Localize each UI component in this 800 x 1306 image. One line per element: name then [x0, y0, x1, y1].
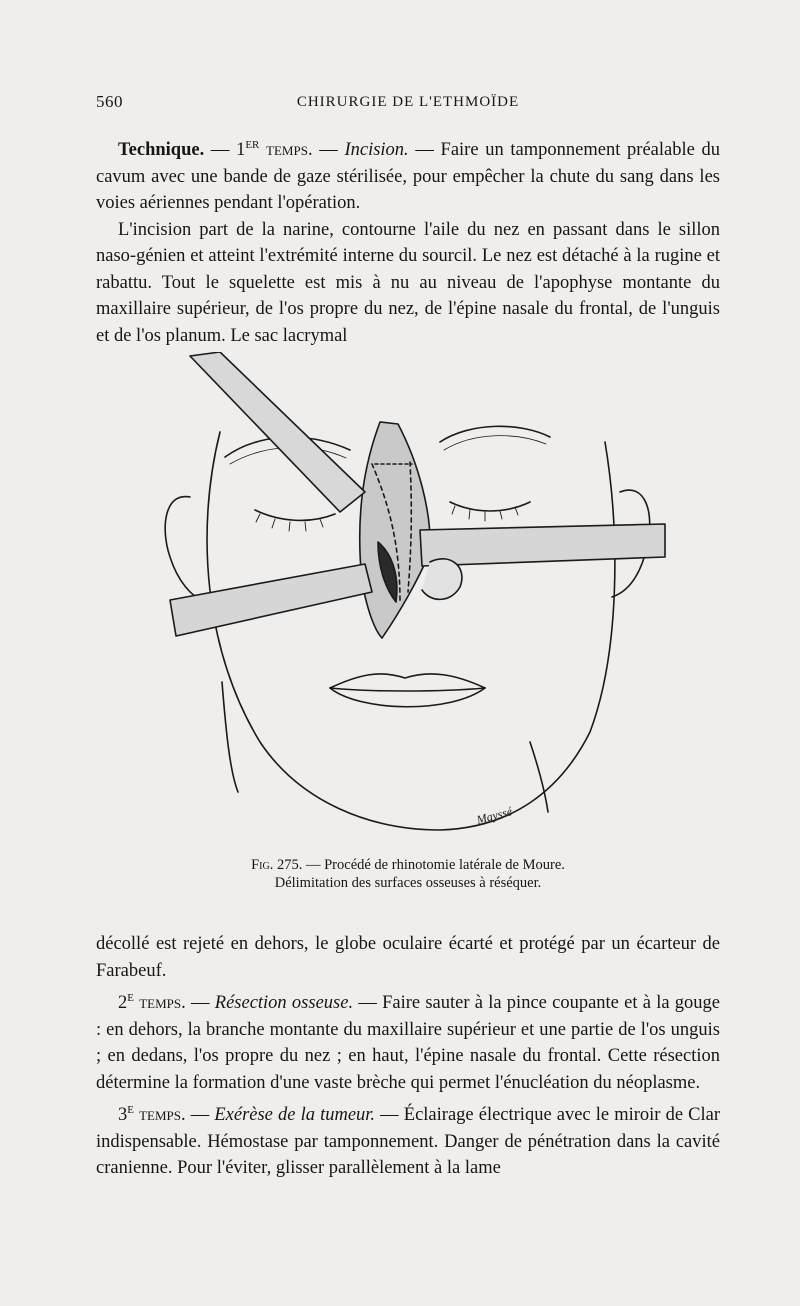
dash: — [204, 140, 237, 161]
step-text-resection: — Faire sauter à la pince coupante et à la gouge : en dehors, la branche montante du maxillaire supérieur et une partie de l'os unguis ; en dedans, l'os propre du nez ; en haut, l'épine nasale du frontal. Cette résection détermine la formation d'une vaste brèche qui permet l'énucléation du néoplasme. [96, 993, 721, 1093]
figure-caption [96, 856, 720, 892]
retractor-bottom-left [170, 564, 372, 636]
step-text-exerese: — Éclairage électrique avec le miroir de Clar indispensable. Hémostase par tamponnement. Danger de pénétration dans la cavité cranienne. Pour l'éviter, glisser parallèlement à la lame [96, 1105, 720, 1179]
temps-word: temps. [259, 140, 313, 161]
text-block-bottom [96, 931, 720, 1182]
neck-left [222, 682, 238, 792]
right-eye [450, 502, 530, 511]
paragraph-temps-2 [96, 984, 720, 1096]
upper-lip [330, 674, 485, 688]
temps-word: temps. [133, 1105, 186, 1126]
temps-2-label [118, 988, 186, 1014]
paragraph-continuation: décollé est rejeté en dehors, le globe oculaire écarté et protégé par un écarteur de Farabeuf. [96, 934, 720, 981]
page-header [96, 92, 720, 116]
technique-heading: Technique. [118, 140, 205, 161]
step-title-exerese: Exérèse de la tumeur. [214, 1105, 376, 1126]
artist-signature: Mayssé [475, 804, 514, 827]
temps-superscript: er [245, 135, 260, 152]
step-title-resection: Résection osseuse. [214, 993, 354, 1014]
dash: — [185, 1105, 215, 1126]
paragraph-incision: L'incision part de la narine, contourne l'aile du nez en passant dans le sillon naso-génien et atteint l'extrémité interne du sourcil. Le nez est détaché à la rugine et rabattu. Tout le squelette est mis à nu au niveau de l'apophyse montante du maxillaire supérieur, de l'os propre du nez, de l'épine nasale du frontal, de l'unguis et de l'os planum. Le sac lacrymal [96, 219, 720, 346]
dash: — [312, 140, 345, 161]
caption-line-1 [96, 856, 720, 874]
paragraph-technique [96, 131, 720, 217]
page-number: 560 [96, 92, 123, 111]
retractor-top-left [190, 352, 365, 512]
retractor-right [420, 524, 665, 566]
step-text-incision: — Faire un tamponnement préalable du cavum avec une bande de gaze stérilisée, pour empêcher la chute du sang dans les voies aériennes pendant l'opération. [96, 140, 721, 214]
left-eye [255, 510, 335, 520]
figure-275-illustration [150, 352, 670, 832]
dash: — [185, 993, 215, 1014]
temps-number: 1 [236, 140, 246, 161]
caption-line-2: Délimitation des surfaces osseuses à réséquer. [274, 875, 542, 891]
temps-1-label [236, 135, 313, 161]
temps-number: 2 [118, 993, 128, 1014]
text-block-top [96, 131, 720, 349]
caption-title: — Procédé de rhinotomie latérale de Moure. [302, 857, 565, 873]
temps-superscript: e [127, 988, 134, 1005]
caption-figure-number: Fig. 275. [251, 857, 303, 873]
temps-word: temps. [133, 993, 186, 1014]
temps-superscript: e [127, 1100, 134, 1118]
left-ear [165, 497, 205, 602]
temps-number: 3 [118, 1105, 128, 1126]
mouth-line [330, 688, 485, 691]
running-title: CHIRURGIE DE L'ETHMOÏDE [296, 94, 520, 110]
temps-3-label [118, 1100, 186, 1126]
paragraph-temps-3 [96, 1096, 720, 1182]
step-title-incision: Incision. [344, 140, 409, 161]
